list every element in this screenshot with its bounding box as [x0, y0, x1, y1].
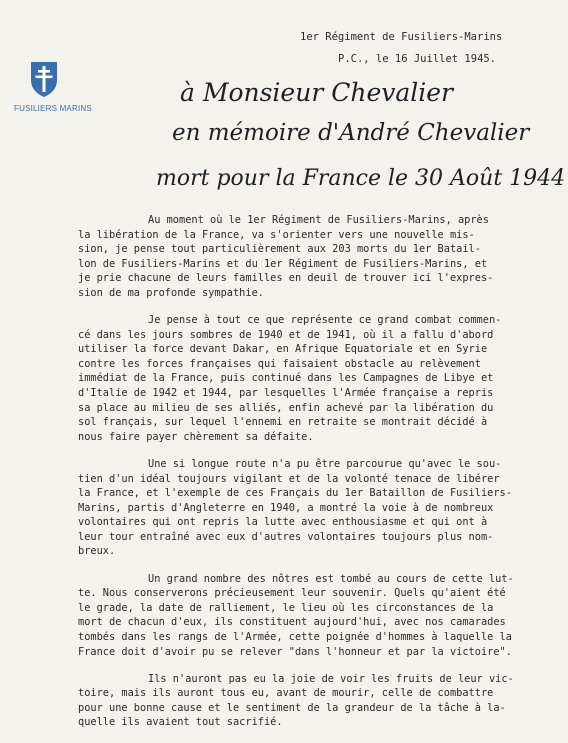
paragraph-line: la libération de la France, va s'orienter vers une nouvelle mis- — [78, 228, 475, 241]
paragraph-line: quelle ils avaient tout sacrifié. — [78, 716, 283, 729]
paragraph-line: pour une bonne cause et le sentiment de la grandeur de la tâche à la- — [78, 701, 506, 714]
paragraph-line: tien d'un idéal toujours vigilant et de la volonté tenace de libérer — [78, 472, 500, 485]
paragraph-line: Une si longue route n'a pu être parcourue qu'avec le sou- — [148, 457, 502, 470]
paragraph — [78, 213, 518, 301]
paragraph-line: sion de ma profonde sympathie. — [78, 286, 264, 299]
paragraph-line: sion, je pense tout particulièrement aux 203 morts du 1er Batail- — [78, 243, 481, 256]
dedication-recipient: à Monsieur Chevalier — [180, 78, 454, 107]
paragraph-line: France doit d'avoir pu se relever "dans l'honneur et par la victoire". — [78, 645, 512, 658]
paragraph-line: breux. — [78, 545, 116, 558]
paragraph-line: volontaires qui ont repris la lutte avec enthousiasme et qui ont à — [78, 516, 488, 529]
emblem — [14, 60, 92, 113]
paragraph-line: Au moment où le 1er Régiment de Fusiliers-Marins, après — [148, 214, 489, 226]
paragraph-line: je prie chacune de leurs familles en deuil de trouver ici l'expres- — [78, 272, 494, 285]
regiment-name: 1er Régiment de Fusiliers-Marins — [300, 31, 503, 43]
cross-of-lorraine-shield-icon — [29, 60, 59, 98]
paragraph-line: la France, et l'exemple de ces Français du 1er Bataillon de Fusiliers- — [78, 487, 512, 500]
letter-body — [78, 213, 518, 743]
paragraph-line: le grade, la date de ralliement, le lieu où les circonstances de la — [78, 601, 494, 614]
emblem-caption: FUSILIERS MARINS — [14, 104, 92, 113]
paragraph-line: tombés dans les rangs de l'Armée, cette poignée d'hommes à laquelle la — [78, 630, 512, 643]
paragraph-line: utiliser la force devant Dakar, en Afrique Equatoriale et en Syrie — [78, 343, 488, 356]
paragraph — [78, 672, 518, 730]
letterhead — [300, 26, 502, 70]
paragraph — [78, 313, 518, 444]
paragraph-line: Ils n'auront pas eu la joie de voir les fruits de leur vic- — [148, 672, 514, 685]
paragraph-line: contre les forces françaises qui faisaient obstacle au relèvement — [78, 357, 481, 370]
paragraph-line: Marins, partis d'Angleterre en 1940, a montré la voie à de nombreux — [78, 501, 494, 514]
paragraph-line: nous faire payer chèrement sa défaite. — [78, 430, 314, 443]
paragraph-line: Je pense à tout ce que représente ce grand combat commen- — [148, 314, 502, 327]
paragraph-line: leur tour entraîné avec eux d'autres volontaires toujours plus nom- — [78, 530, 494, 543]
paragraph-line: sa place au milieu de ses alliés, enfin achevé par la libération du — [78, 401, 494, 414]
paragraph-line: lon de Fusiliers-Marins et du 1er Régiment de Fusiliers-Marins, et — [78, 257, 488, 270]
paragraph-line: sol français, sur lequel l'ennemi en retraite se montrait décidé à — [78, 416, 488, 429]
paragraph-line: toire, mais ils auront tous eu, avant de mourir, celle de combattre — [78, 687, 494, 700]
dedication-death-date: mort pour la France le 30 Août 1944 — [156, 166, 566, 191]
paragraph-line: te. Nous conserverons précieusement leur souvenir. Quels qu'aient été — [78, 587, 506, 600]
paragraph — [78, 572, 518, 660]
paragraph-line: cé dans les jours sombres de 1940 et de 1941, où il a fallu d'abord — [78, 328, 494, 341]
place-date: P.C., le 16 Juillet 1945. — [338, 53, 497, 65]
paragraph-line: d'Italie de 1942 et 1944, par lesquelles l'Armée française a repris — [78, 387, 494, 400]
paragraph-line: Un grand nombre des nôtres est tombé au cours de cette lut- — [148, 572, 514, 585]
dedication-memory: en mémoire d'André Chevalier — [172, 120, 530, 146]
paragraph-line: mort de chacun d'eux, ils constituent aujourd'hui, avec nos camarades — [78, 616, 506, 629]
paragraph — [78, 457, 518, 559]
paragraph-line: immédiat de la France, puis continué dans les Campagnes de Libye et — [78, 372, 494, 385]
